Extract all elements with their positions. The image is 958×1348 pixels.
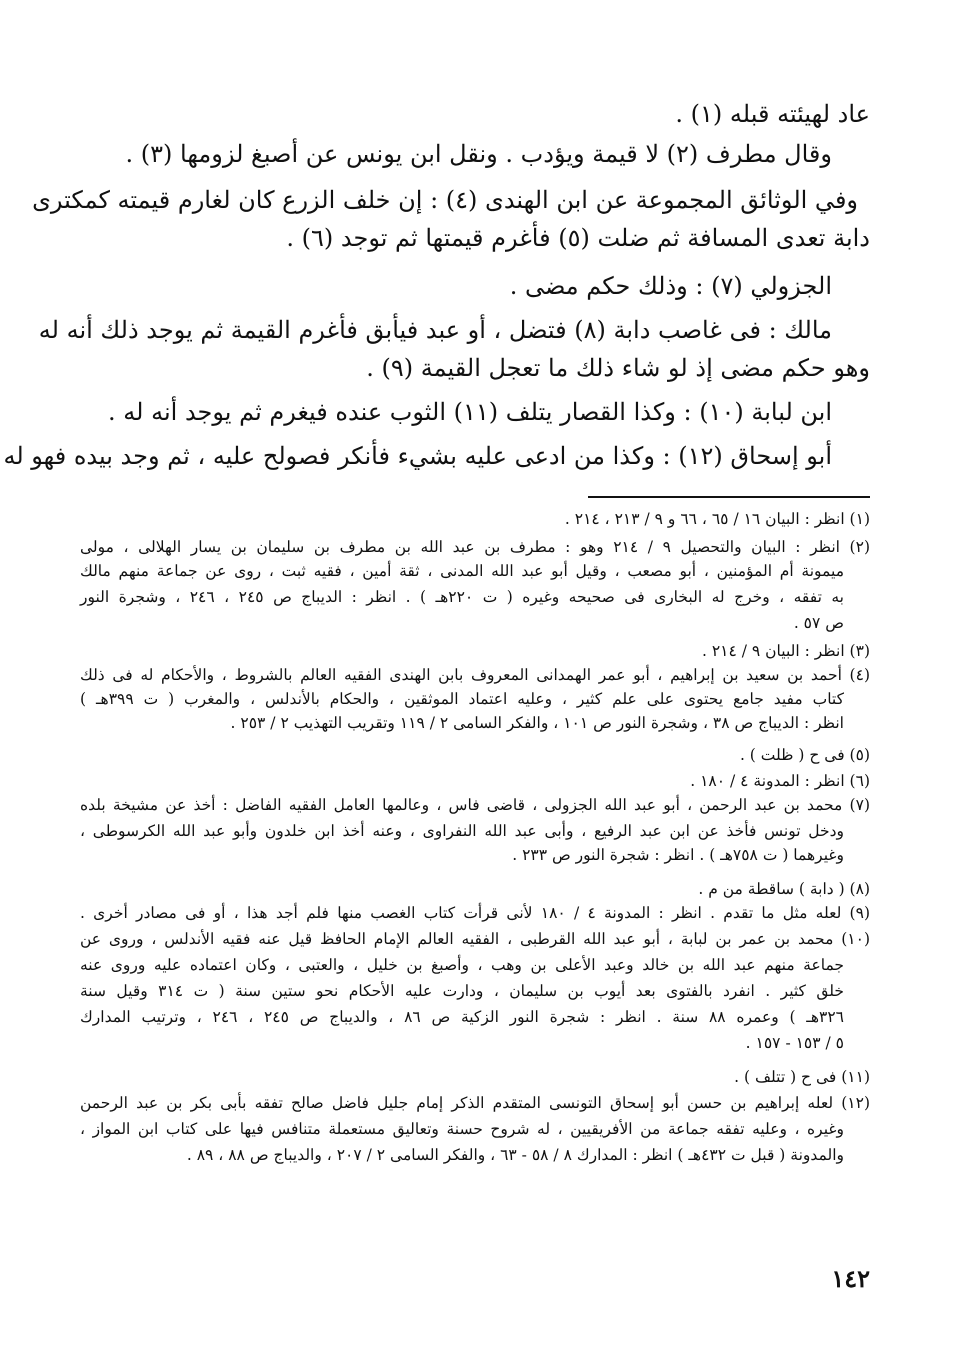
body-line-9: أبو إسحاق (١٢) : وكذا من ادعى عليه بشيء فأنكر فصولح عليه ، ثم وجد بيده فهو له [3, 442, 832, 470]
footnote-4: (٤) أحمد بن سعيد بن إبراهيم ، أبو عمر الهمدانى المعروف بابن الهندى الفقيه العالم بالشروط ، والأحكام له فى ذلك [80, 666, 870, 684]
body-line-6: مالك : فى غاصب دابة (٨) فتضل ، أو عبد فيأبق فأغرم القيمة ثم يوجد ذلك أنه له [38, 316, 832, 344]
body-line-5: الجزولي (٧) : وذلك حكم مضى . [509, 272, 832, 300]
footnote-9: (٩) لعله مثل ما تقدم . انظر : المدونة ٤ / ١٨٠ لأنى قرأت كتاب الغصب منها فلم أجد هذا ، أو فى مصادر أخرى . [80, 904, 870, 922]
footnote-10-line-4: ٣٢٦هـ ) وعمره ٨٨ سنة . انظر : شجرة النور الزكية ص ٨٦ ، والديباج ص ٢٤٥ ، ٢٤٦ ، وترتيب المدارك [80, 1008, 844, 1026]
body-line-8: ابن لبابة (١٠) : وكذا القصار يتلف (١١) الثوب عنده فيغرم ثم يوجد أنه له . [108, 398, 832, 426]
footnote-7-line-3: وغيرهما ( ت ٧٥٨هـ ) . انظر : شجرة النور ص ٢٣٣ . [512, 846, 844, 864]
footnote-1: (١) انظر : البيان ١٦ / ٦٥ ، ٦٦ و ٩ / ٢١٣ ، ٢١٤ . [564, 510, 870, 528]
footnote-2-line-3: به تفقه ، وخرج له البخارى فى صحيحه وغيره ( ت ٢٢٠هـ ) . انظر : الديباج ص ٢٤٥ ، ٢٤٦ ، وشجرة النور [80, 588, 844, 606]
footnote-10: (١٠) محمد بن عمر بن لبابة ، أبو عبد الله القرطبى ، الفقيه العالم الإمام الحافظ قيل عنه فقيه الأندلس ، وروى عن [80, 930, 870, 948]
footnote-separator [588, 496, 870, 498]
footnote-12: (١٢) لعله إبراهيم بن حسن أبو إسحاق التونسى المتقدم الذكر إمام جليل فاضل صالح تفقه بأبى بكر بن عبد الرحمن [80, 1094, 870, 1112]
footnote-11: (١١) فى ح ( تتلف ) . [734, 1068, 870, 1086]
footnote-6: (٦) انظر : المدونة ٤ / ١٨٠ . [690, 772, 870, 790]
footnote-2-line-2: ميمونة أم المؤمنين ، أبو مصعب ، وقيل أبو عبد الله المدنى ، ثقة أمين ، فقيه ثبت ، روى عن جماعة منهم مالك [80, 562, 844, 580]
footnote-4-line-2: كتاب مفيد جامع يحتوى على علم كثير ، وعليه اعتماد الموثقين ، والحكام بالأندلس ، والمغرب ( ت ٣٩٩هـ ) [80, 690, 844, 708]
footnote-4-line-3: انظر : الديباج ص ٣٨ ، وشجرة النور ص ١٠١ ، والفكر السامى ٢ / ١١٩ وتقريب التهذيب ٢ / ٢٥٣ . [230, 714, 844, 732]
footnote-2-line-4: ص ٥٧ . [793, 614, 844, 632]
footnote-10-line-3: خلق كثير . انفرد بالفتوى بعد أيوب بن سليمان ، ودارت عليه الأحكام نحو ستين سنة ( ت ٣١٤ وقيل سنة [80, 982, 845, 1000]
footnote-2: (٢) انظر : البيان والتحصيل ٩ / ٢١٤ وهو : مطرف بن عبد الله بن مطرف بن سليمان بن يسار الهلالى ، مولى [80, 538, 870, 556]
body-line-3: وفي الوثائق المجموعة عن ابن الهندى (٤) : إن خلف الزرع كان لغارم قيمته كمكترى [32, 186, 858, 214]
body-line-7: وهو حكم مضى إذ لو شاء ذلك ما تعجل القيمة (٩) . [366, 354, 870, 382]
body-line-2: وقال مطرف (٢) لا قيمة ويؤدب . ونقل ابن يونس عن أصبغ لزومها (٣) . [125, 140, 832, 168]
footnote-5: (٥) فى ح ( ظلت ) . [739, 746, 870, 764]
footnote-3: (٣) انظر : البيان ٩ / ٢١٤ . [702, 642, 870, 660]
footnote-8: (٨) ( دابة ) ساقطة من م . [698, 880, 870, 898]
footnote-10-line-2: جماعة منهم عبد الله بن خالد وعبد الأعلى بن وهب ، وأصبغ بن خليل ، والعتبى ، وكان اعتماده عليه وروى عنه [80, 956, 844, 974]
footnote-10-line-5: ٥ / ١٥٣ - ١٥٧ . [745, 1034, 844, 1052]
footnote-12-line-3: والمدونة ( قبل ت ٤٣٢هـ ) انظر : المدارك ٨ / ٥٨ - ٦٣ ، والفكر السامى ٢ / ٢٠٧ ، والديباج ص ٨٨ ، ٨٩ . [186, 1146, 844, 1164]
page-number: ١٤٢ [831, 1264, 870, 1293]
footnote-7-line-2: ودخل تونس فأخذ عن ابن عبد الرفيع ، وأبى عبد الله النفراوى ، وعنه أخذ ابن خلدون وأبو عبد الله الكرسوطى ، [80, 822, 844, 840]
body-line-1: عاد لهيئته قبله (١) . [675, 100, 870, 128]
footnote-7: (٧) محمد بن عبد الرحمن ، أبو عبد الله الجزولى ، قاضى فاس ، وعالمها العامل الفقيه الفاضل : أخذ عن مشيخة بلده [80, 796, 870, 814]
body-line-4: دابة تعدى المسافة ثم ضلت (٥) فأغرم قيمتها ثم توجد (٦) . [286, 224, 870, 252]
footnote-12-line-2: وغيره ، وعليه تفقه جماعة من الأفريقيين ، له شروح حسنة وتعاليق مستعملة متنافس فيها على كتاب ابن المواز ، [80, 1120, 844, 1138]
